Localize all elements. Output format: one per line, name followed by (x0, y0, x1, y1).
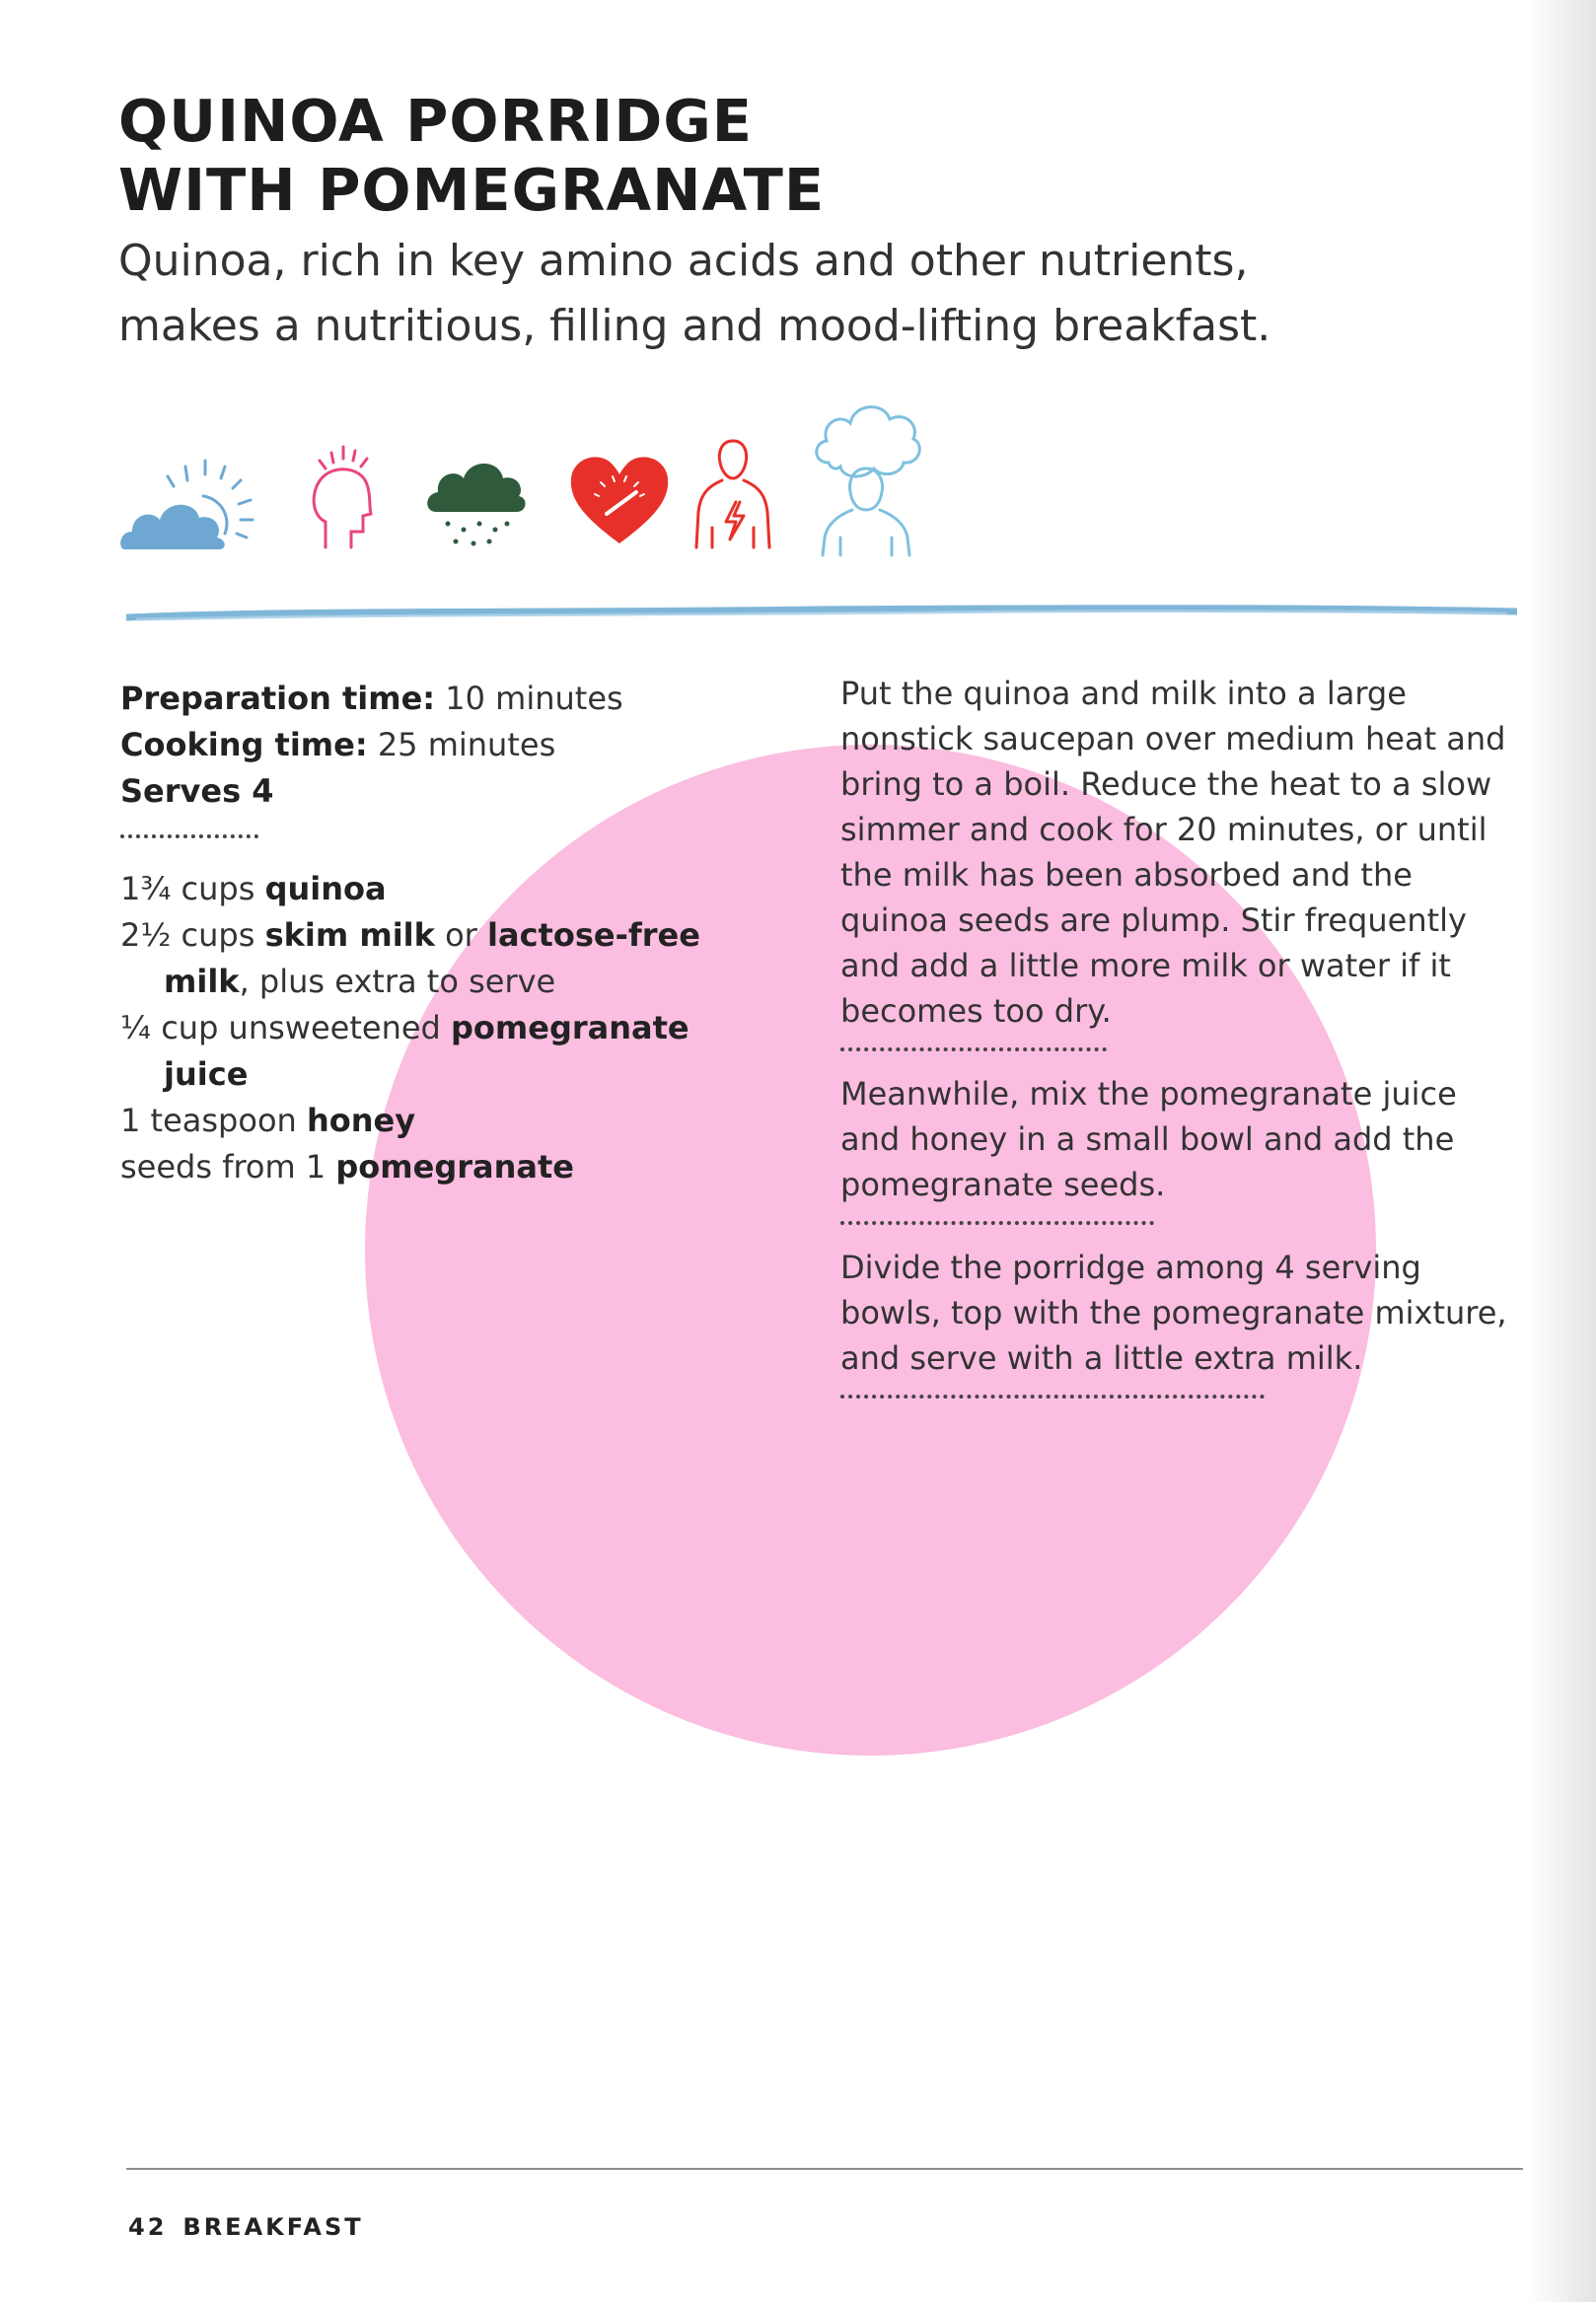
footer-rule (126, 2168, 1523, 2170)
prep-value: 10 minutes (445, 680, 623, 717)
recipe-info-column (120, 676, 752, 1190)
blue-crayon-rule (126, 604, 1517, 623)
method-column (840, 671, 1521, 1418)
recipe-subtitle: Quinoa, rich in key amino acids and other nutrients, makes a nutritious, filling and mood-lifting breakfast. (118, 236, 1271, 351)
mood-icon-row (116, 390, 935, 557)
ingredient-item: ¼ cup unsweetened pomegranate juice (120, 1009, 689, 1093)
method-step-2: Meanwhile, mix the pomegranate juice and honey in a small bowl and add the pomegranate seeds. (840, 1075, 1457, 1203)
prep-label: Preparation time: (120, 680, 436, 717)
head-cloud-icon (807, 390, 925, 557)
cook-value: 25 minutes (377, 726, 556, 763)
dotted-separator (120, 834, 258, 838)
method-step-1: Put the quinoa and milk into a large nonstick saucepan over medium heat and bring to a boil. Reduce the heat to a slow simmer and cook for 20 minutes, or until the milk has been absorbed and the quinoa seeds are plump. Stir frequently and add a little more milk or water if it becomes too dry. (840, 675, 1506, 1030)
cook-label: Cooking time: (120, 726, 368, 763)
section-name: BREAKFAST (182, 2213, 364, 2241)
rain-cloud-icon (422, 451, 531, 549)
serves (120, 768, 752, 815)
prep-time (120, 676, 752, 722)
dotted-separator (840, 1395, 1265, 1399)
page-footer (128, 2213, 364, 2241)
ingredient-item: 1¾ cups quinoa (120, 870, 387, 907)
body-lightning-icon (689, 433, 777, 551)
ingredient-item: 2½ cups skim milk or lactose-free milk, plus extra to serve (120, 916, 700, 1000)
title-line-2: WITH POMEGRANATE (118, 156, 826, 224)
dotted-separator (840, 1047, 1107, 1051)
ingredient-item: 1 teaspoon honey (120, 1102, 416, 1139)
cook-time (120, 722, 752, 768)
dotted-separator (840, 1221, 1154, 1225)
head-energy-icon (304, 433, 383, 551)
method-step-3: Divide the porridge among 4 serving bowls, top with the pomegranate mixture, and serve with a little extra milk. (840, 1249, 1507, 1377)
recipe-title (118, 87, 825, 225)
ingredient-item: seeds from 1 pomegranate (120, 1148, 574, 1186)
heart-gauge-icon (565, 449, 674, 547)
ingredient-list (120, 866, 752, 1190)
page-number: 42 (128, 2213, 168, 2241)
title-line-1: QUINOA PORRIDGE (118, 87, 754, 155)
sun-cloud-icon (116, 449, 264, 557)
page-gutter-shadow (1527, 0, 1596, 2302)
serves-label: Serves 4 (120, 772, 274, 810)
